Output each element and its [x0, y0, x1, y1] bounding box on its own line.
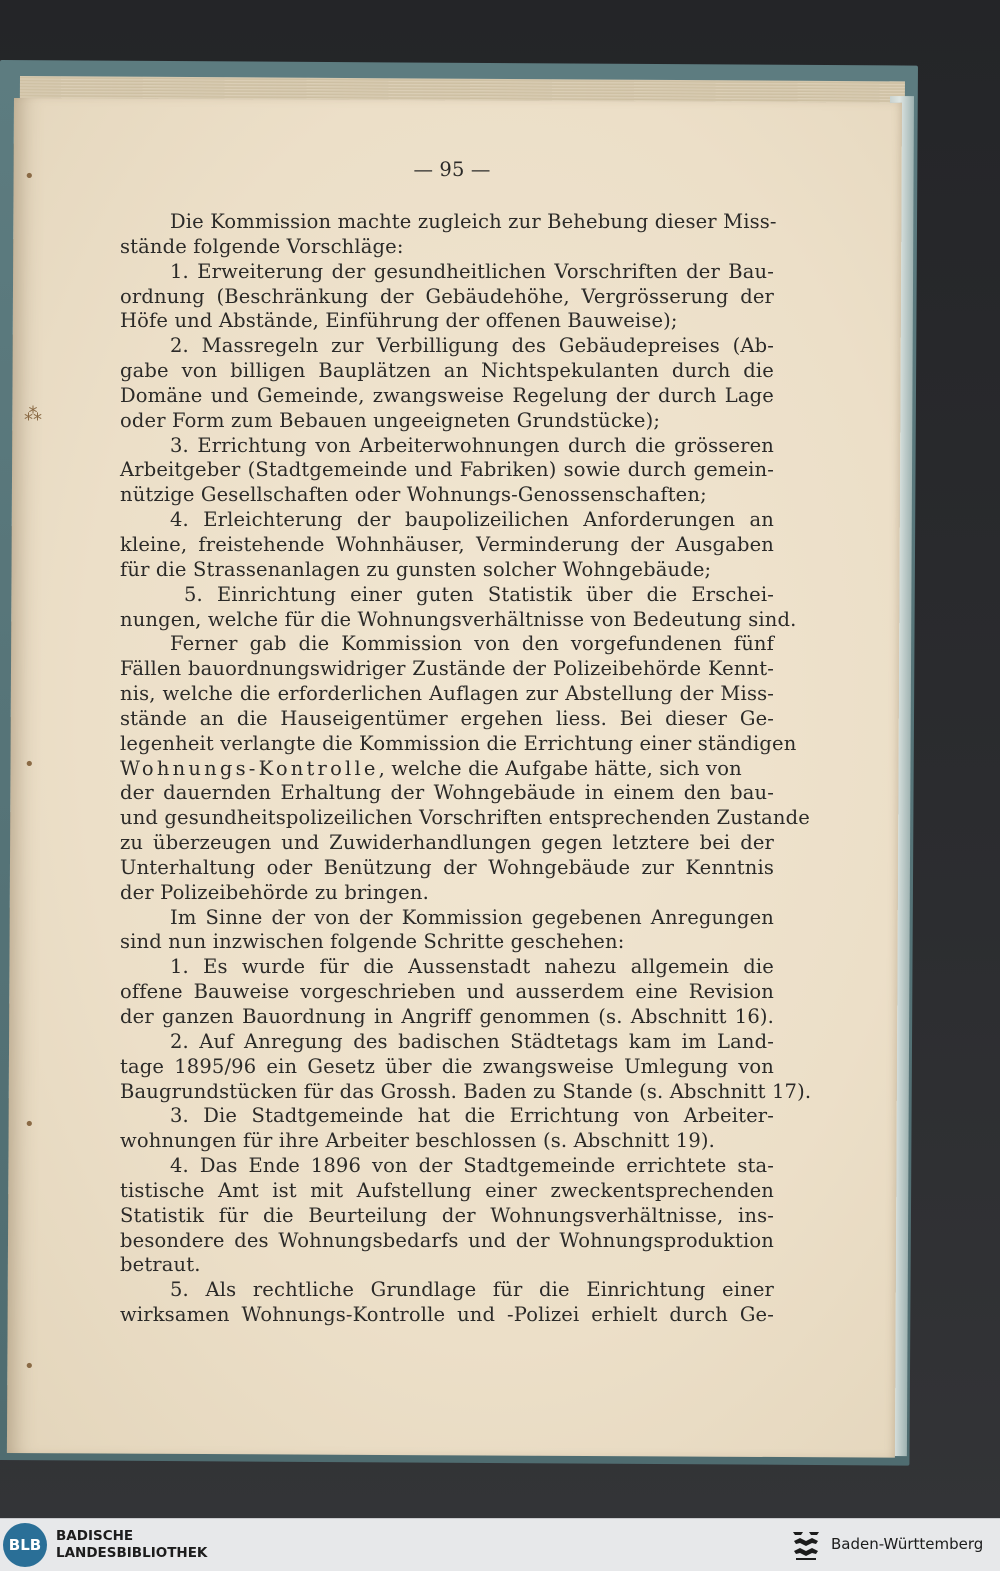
text-line: 5. Als rechtliche Grundlage für die Einrichtung einer [170, 1278, 774, 1302]
library-name-line1: BADISCHE [56, 1528, 134, 1544]
text-line: sind nun inzwischen folgende Schritte geschehen: [120, 930, 625, 954]
blb-logo[interactable]: BLB [3, 1523, 47, 1567]
text-line: 2. Auf Anregung des badischen Städtetags kam im Land- [170, 1029, 774, 1053]
page-text [120, 158, 812, 1328]
emphasized-term: Wohnungs-Kontrolle [120, 756, 379, 780]
text-line: Unterhaltung oder Benützung der Wohngebäude zur Kenntnis [120, 855, 774, 879]
text-line: 3. Die Stadtgemeinde hat die Errichtung von Arbeiter- [170, 1104, 774, 1128]
binding-thread-icon: • [24, 754, 35, 775]
text-line: 1. Erweiterung der gesundheitlichen Vorschriften der Bau- [170, 259, 774, 283]
text-line: Im Sinne der von der Kommission gegebenen Anregungen [170, 905, 774, 929]
text-line: ordnung (Beschränkung der Gebäudehöhe, Vergrösserung der [120, 284, 774, 308]
state-name[interactable]: Baden-Württemberg [831, 1535, 984, 1553]
text-line: Statistik für die Beurteilung der Wohnungsverhältnisse, ins- [120, 1203, 774, 1227]
text-line: besondere des Wohnungsbedarfs und der Wohnungsproduktion [120, 1228, 774, 1252]
text-line: tistische Amt ist mit Aufstellung einer zweckentsprechenden [120, 1178, 774, 1202]
binding-thread-icon: ⁂ [24, 404, 42, 425]
text-line: Fällen bauordnungswidriger Zustände der Polizeibehörde Kennt- [120, 657, 774, 681]
text-line: für die Strassenanlagen zu gunsten solcher Wohngebäude; [120, 557, 712, 581]
text-line: Domäne und Gemeinde, zwangsweise Regelung der durch Lage [120, 383, 774, 407]
text-line: der Polizeibehörde zu bringen. [120, 880, 429, 904]
text-line: stände an die Hauseigentümer ergehen liess. Bei dieser Ge- [120, 706, 774, 730]
text-line: der dauernden Erhaltung der Wohngebäude in einem den bau- [120, 781, 774, 805]
text-line: 5. Einrichtung einer guten Statistik über die Erschei- [184, 582, 774, 606]
viewer-footer [0, 1518, 1000, 1571]
text-line: stände folgende Vorschläge: [120, 234, 404, 258]
text-line: nis, welche die erforderlichen Auflagen zur Abstellung der Miss- [120, 682, 774, 706]
text-line: gabe von billigen Bauplätzen an Nichtspekulanten durch die [120, 359, 774, 383]
library-name[interactable] [56, 1528, 207, 1562]
text-line: und gesundheitspolizeilichen Vorschriften entsprechenden Zustande [120, 806, 810, 830]
text-fragment: , welche die Aufgabe hätte, sich von [378, 756, 742, 780]
text-line: legenheit verlangte die Kommission die Errichtung einer ständigen [120, 731, 797, 755]
text-line: 3. Errichtung von Arbeiterwohnungen durch die grösseren [170, 433, 774, 457]
text-line: der ganzen Bauordnung in Angriff genommen (s. Abschnitt 16). [120, 1005, 774, 1028]
binding-thread-icon: • [24, 166, 35, 187]
text-line: zu überzeugen und Zuwiderhandlungen gegen letztere bei der [120, 831, 774, 855]
text-line: Baugrundstücken für das Grossh. Baden zu Stande (s. Abschnitt 17). [120, 1079, 812, 1103]
text-line: tage 1895/96 ein Gesetz über die zwangsweise Umlegung von [120, 1054, 774, 1078]
binding-thread-icon: • [24, 1114, 35, 1135]
text-line: 4. Erleichterung der baupolizeilichen Anforderungen an [170, 508, 774, 532]
text-line: 1. Es wurde für die Aussenstadt nahezu allgemein die [170, 955, 774, 979]
text-line: offene Bauweise vorgeschrieben und ausserdem eine Revision [120, 980, 774, 1004]
text-line: oder Form zum Bebauen ungeeigneten Grundstücke); [120, 408, 661, 432]
text-line: nützige Gesellschaften oder Wohnungs-Genossenschaften; [120, 483, 707, 507]
text-line: Höfe und Abstände, Einführung der offenen Bauweise); [120, 309, 678, 333]
text-line: kleine, freistehende Wohnhäuser, Verminderung der Ausgaben [120, 532, 774, 556]
binding-thread-icon: • [24, 1356, 35, 1377]
text-line: Ferner gab die Kommission von den vorgefundenen fünf [170, 632, 774, 656]
text-line: Arbeitgeber (Stadtgemeinde und Fabriken) sowie durch gemein- [120, 458, 774, 482]
page-number: — 95 — [413, 158, 491, 181]
baden-wuerttemberg-emblem-icon[interactable] [790, 1529, 822, 1563]
text-line: wohnungen für ihre Arbeiter beschlossen (s. Abschnitt 19). [120, 1129, 716, 1153]
text-line: nungen, welche für die Wohnungsverhältnisse von Bedeutung sind. [120, 607, 797, 631]
text-line: Die Kommission machte zugleich zur Behebung dieser Miss- [170, 210, 777, 233]
text-line: 2. Massregeln zur Verbilligung des Gebäudepreises (Ab- [170, 334, 774, 358]
text-line-emphasis [120, 757, 774, 782]
library-name-line2: LANDESBIBLIOTHEK [56, 1545, 208, 1561]
text-line: wirksamen Wohnungs-Kontrolle und -Polizei erhielt durch Ge- [120, 1303, 774, 1327]
text-line: betraut. [120, 1253, 201, 1277]
text-line: 4. Das Ende 1896 von der Stadtgemeinde errichtete sta- [170, 1154, 774, 1178]
